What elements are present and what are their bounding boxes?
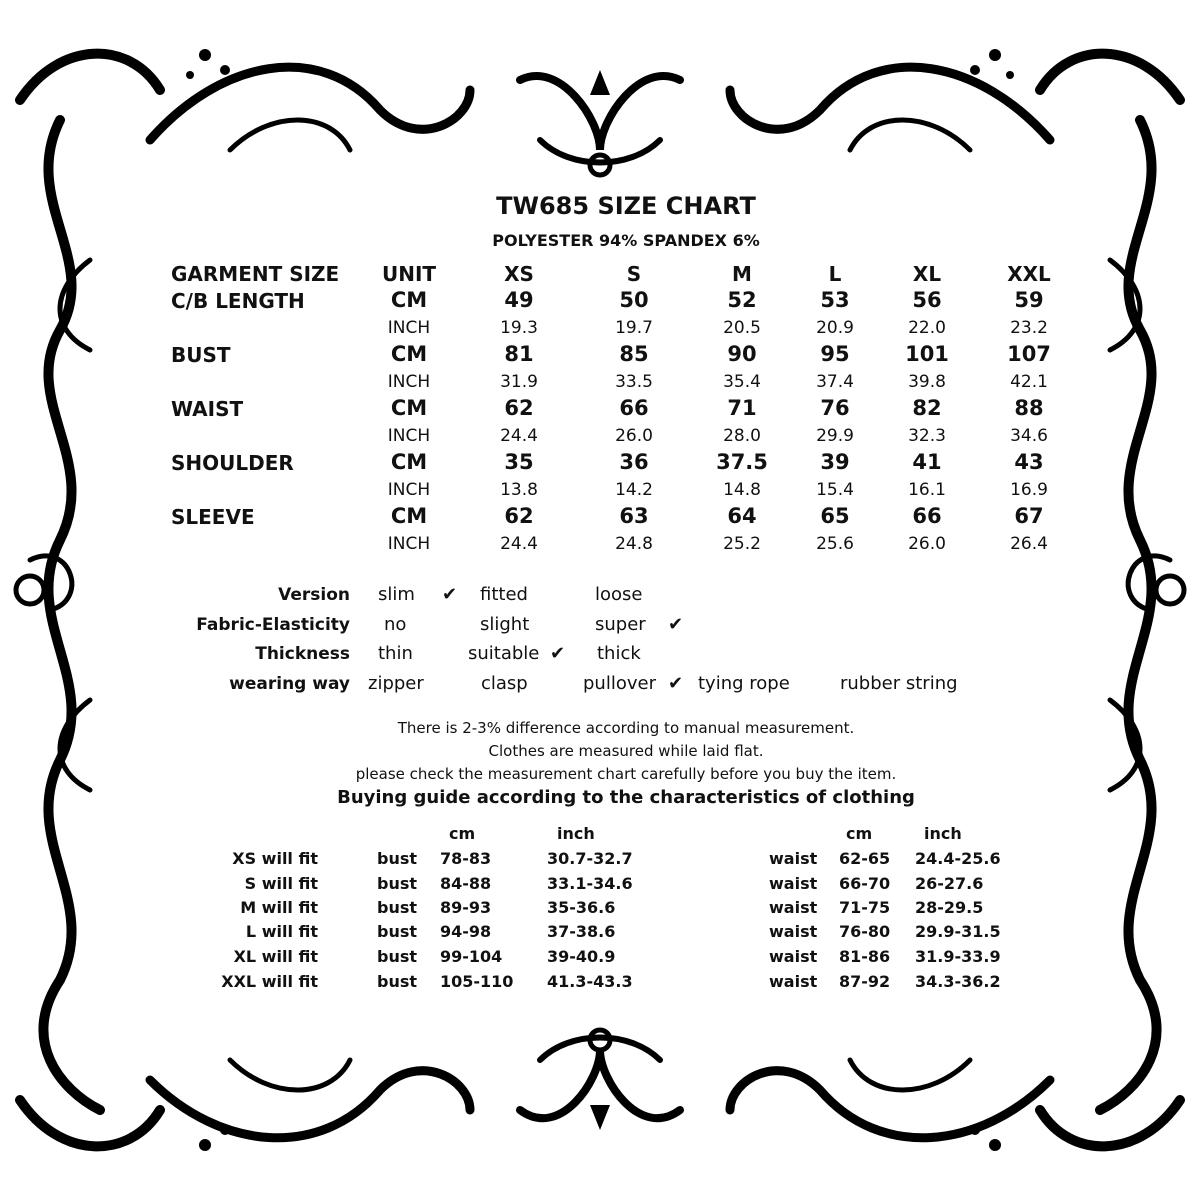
unit-inch: INCH xyxy=(387,318,431,338)
guide-bust-label: bust xyxy=(377,898,418,917)
guide-waist-cm-header: cm xyxy=(846,824,873,843)
guide-waist-inch: 29.9-31.5 xyxy=(915,922,1001,941)
cell-shouldercm-m: 37.5 xyxy=(716,450,768,474)
cell-c-b-lengthcm-xl: 56 xyxy=(912,288,942,312)
guide-waist-label: waist xyxy=(769,972,818,991)
row-label-sleeve: SLEEVE xyxy=(171,505,255,529)
option-tying-rope: tying rope xyxy=(698,673,790,694)
cell-shouldercm-xxl: 43 xyxy=(1014,450,1044,474)
guide-bust-inch: 33.1-34.6 xyxy=(547,874,633,893)
cell-bustcm-s: 85 xyxy=(619,342,649,366)
option-thin: thin xyxy=(378,643,413,664)
option-slight: slight xyxy=(480,614,530,635)
cell-sleeveinch-xl: 26.0 xyxy=(908,534,946,554)
guide-waist-inch: 34.3-36.2 xyxy=(915,972,1001,991)
guide-waist-label: waist xyxy=(769,874,818,893)
option-thick: thick xyxy=(597,643,641,664)
size-header-m: M xyxy=(732,262,752,286)
guide-bust-cm: 89-93 xyxy=(440,898,492,917)
cell-shoulderinch-xs: 13.8 xyxy=(500,480,538,500)
guide-waist-cm: 76-80 xyxy=(839,922,891,941)
option-pullover: pullover xyxy=(583,673,656,694)
cell-c-b-lengthinch-xxl: 23.2 xyxy=(1010,318,1048,338)
option-slim: slim xyxy=(378,584,415,605)
size-header-l: L xyxy=(828,262,842,286)
cell-bustinch-xl: 39.8 xyxy=(908,372,946,392)
unit-inch: INCH xyxy=(387,372,431,392)
guide-size-label: S will fit xyxy=(244,874,318,893)
guide-waist-cm: 66-70 xyxy=(839,874,891,893)
guide-bust-cm: 78-83 xyxy=(440,849,492,868)
cell-bustinch-l: 37.4 xyxy=(816,372,854,392)
cell-shouldercm-s: 36 xyxy=(619,450,649,474)
cell-waistinch-xs: 24.4 xyxy=(500,426,538,446)
cell-waistcm-m: 71 xyxy=(727,396,757,420)
guide-waist-inch: 31.9-33.9 xyxy=(915,947,1001,966)
guide-waist-label: waist xyxy=(769,898,818,917)
option-suitable: suitable xyxy=(468,643,540,664)
cell-shoulderinch-m: 14.8 xyxy=(723,480,761,500)
row-label-waist: WAIST xyxy=(171,397,244,421)
cell-sleeveinch-xxl: 26.4 xyxy=(1010,534,1048,554)
cell-bustcm-l: 95 xyxy=(820,342,850,366)
cell-waistinch-s: 26.0 xyxy=(615,426,653,446)
cell-c-b-lengthinch-xs: 19.3 xyxy=(500,318,538,338)
row-label-c-b-length: C/B LENGTH xyxy=(171,289,305,313)
cell-waistinch-l: 29.9 xyxy=(816,426,854,446)
buying-guide-title: Buying guide according to the characteristics of clothing xyxy=(337,787,915,808)
cell-c-b-lengthcm-m: 52 xyxy=(727,288,757,312)
option-clasp: clasp xyxy=(481,673,528,694)
cell-bustcm-xxl: 107 xyxy=(1007,342,1051,366)
guide-waist-cm: 71-75 xyxy=(839,898,891,917)
cell-shoulderinch-xl: 16.1 xyxy=(908,480,946,500)
cell-shouldercm-xl: 41 xyxy=(912,450,942,474)
guide-bust-inch: 41.3-43.3 xyxy=(547,972,633,991)
unit-cm: CM xyxy=(390,396,428,420)
cell-c-b-lengthinch-xl: 22.0 xyxy=(908,318,946,338)
cell-c-b-lengthcm-xxl: 59 xyxy=(1014,288,1044,312)
guide-waist-label: waist xyxy=(769,922,818,941)
cell-bustcm-xl: 101 xyxy=(905,342,949,366)
cell-waistcm-l: 76 xyxy=(820,396,850,420)
note-check-chart: please check the measurement chart carefully before you buy the item. xyxy=(355,765,897,783)
guide-bust-label: bust xyxy=(377,874,418,893)
option-rubber-string: rubber string xyxy=(840,673,958,694)
cell-shoulderinch-l: 15.4 xyxy=(816,480,854,500)
unit-cm: CM xyxy=(390,450,428,474)
cell-sleevecm-xxl: 67 xyxy=(1014,504,1044,528)
cell-c-b-lengthinch-m: 20.5 xyxy=(723,318,761,338)
cell-waistcm-xxl: 88 xyxy=(1014,396,1044,420)
guide-waist-cm: 62-65 xyxy=(839,849,891,868)
cell-shoulderinch-xxl: 16.9 xyxy=(1010,480,1048,500)
guide-waist-inch: 24.4-25.6 xyxy=(915,849,1001,868)
cell-waistcm-xs: 62 xyxy=(504,396,534,420)
garment-size-header: GARMENT SIZE xyxy=(171,262,340,286)
cell-sleevecm-s: 63 xyxy=(619,504,649,528)
cell-bustcm-m: 90 xyxy=(727,342,757,366)
cell-bustinch-xxl: 42.1 xyxy=(1010,372,1048,392)
cell-waistcm-s: 66 xyxy=(619,396,649,420)
page-title: TW685 SIZE CHART xyxy=(496,192,756,220)
cell-shoulderinch-s: 14.2 xyxy=(615,480,653,500)
check-icon: ✔ xyxy=(550,643,566,664)
guide-bust-cm-header: cm xyxy=(449,824,476,843)
unit-inch: INCH xyxy=(387,534,431,554)
guide-bust-label: bust xyxy=(377,922,418,941)
unit-inch: INCH xyxy=(387,426,431,446)
cell-bustinch-s: 33.5 xyxy=(615,372,653,392)
option-no: no xyxy=(384,614,407,635)
cell-shouldercm-l: 39 xyxy=(820,450,850,474)
guide-bust-label: bust xyxy=(377,947,418,966)
cell-shouldercm-xs: 35 xyxy=(504,450,534,474)
cell-waistinch-xxl: 34.6 xyxy=(1010,426,1048,446)
cell-sleevecm-m: 64 xyxy=(727,504,757,528)
guide-waist-label: waist xyxy=(769,849,818,868)
note-laid-flat: Clothes are measured while laid flat. xyxy=(488,742,764,760)
row-label-shoulder: SHOULDER xyxy=(171,451,294,475)
cell-waistinch-xl: 32.3 xyxy=(908,426,946,446)
size-header-xxl: XXL xyxy=(1007,262,1051,286)
cell-sleeveinch-s: 24.8 xyxy=(615,534,653,554)
cell-bustinch-m: 35.4 xyxy=(723,372,761,392)
option-fitted: fitted xyxy=(480,584,528,605)
cell-sleevecm-xl: 66 xyxy=(912,504,942,528)
cell-c-b-lengthinch-l: 20.9 xyxy=(816,318,854,338)
check-icon: ✔ xyxy=(668,673,684,694)
guide-bust-cm: 105-110 xyxy=(440,972,514,991)
cell-sleevecm-l: 65 xyxy=(820,504,850,528)
row-label-bust: BUST xyxy=(171,343,231,367)
check-icon: ✔ xyxy=(442,584,458,605)
guide-bust-cm: 99-104 xyxy=(440,947,503,966)
cell-c-b-lengthcm-xs: 49 xyxy=(504,288,534,312)
unit-cm: CM xyxy=(390,288,428,312)
note-manual-measurement: There is 2-3% difference according to manual measurement. xyxy=(397,719,855,737)
cell-c-b-lengthinch-s: 19.7 xyxy=(615,318,653,338)
guide-size-label: XS will fit xyxy=(232,849,318,868)
cell-waistcm-xl: 82 xyxy=(912,396,942,420)
cell-sleevecm-xs: 62 xyxy=(504,504,534,528)
cell-bustcm-xs: 81 xyxy=(504,342,534,366)
cell-sleeveinch-m: 25.2 xyxy=(723,534,761,554)
guide-waist-cm: 81-86 xyxy=(839,947,891,966)
guide-bust-label: bust xyxy=(377,849,418,868)
unit-inch: INCH xyxy=(387,480,431,500)
guide-bust-inch: 39-40.9 xyxy=(547,947,616,966)
cell-c-b-lengthcm-l: 53 xyxy=(820,288,850,312)
guide-waist-inch: 26-27.6 xyxy=(915,874,984,893)
guide-bust-label: bust xyxy=(377,972,418,991)
guide-bust-cm: 94-98 xyxy=(440,922,492,941)
attribute-label-wearing-way: wearing way xyxy=(229,674,350,694)
guide-waist-inch-header: inch xyxy=(924,824,962,843)
option-super: super xyxy=(595,614,646,635)
size-header-xs: XS xyxy=(504,262,534,286)
unit-header: UNIT xyxy=(381,262,437,286)
cell-c-b-lengthcm-s: 50 xyxy=(619,288,649,312)
guide-waist-cm: 87-92 xyxy=(839,972,891,991)
guide-size-label: XXL will fit xyxy=(221,972,318,991)
guide-waist-inch: 28-29.5 xyxy=(915,898,984,917)
cell-sleeveinch-l: 25.6 xyxy=(816,534,854,554)
unit-cm: CM xyxy=(390,504,428,528)
option-zipper: zipper xyxy=(368,673,424,694)
guide-size-label: XL will fit xyxy=(233,947,318,966)
check-icon: ✔ xyxy=(668,614,684,635)
guide-size-label: M will fit xyxy=(240,898,318,917)
guide-bust-inch: 30.7-32.7 xyxy=(547,849,633,868)
material-composition: POLYESTER 94% SPANDEX 6% xyxy=(492,231,760,250)
cell-waistinch-m: 28.0 xyxy=(723,426,761,446)
unit-cm: CM xyxy=(390,342,428,366)
size-header-xl: XL xyxy=(912,262,942,286)
guide-bust-cm: 84-88 xyxy=(440,874,492,893)
size-header-s: S xyxy=(626,262,642,286)
attribute-label-fabric-elasticity: Fabric-Elasticity xyxy=(196,615,350,635)
cell-bustinch-xs: 31.9 xyxy=(500,372,538,392)
option-loose: loose xyxy=(595,584,643,605)
attribute-label-version: Version xyxy=(278,585,350,605)
guide-size-label: L will fit xyxy=(245,922,318,941)
guide-bust-inch-header: inch xyxy=(557,824,595,843)
attribute-label-thickness: Thickness xyxy=(255,644,350,664)
guide-waist-label: waist xyxy=(769,947,818,966)
guide-bust-inch: 35-36.6 xyxy=(547,898,616,917)
cell-sleeveinch-xs: 24.4 xyxy=(500,534,538,554)
guide-bust-inch: 37-38.6 xyxy=(547,922,616,941)
